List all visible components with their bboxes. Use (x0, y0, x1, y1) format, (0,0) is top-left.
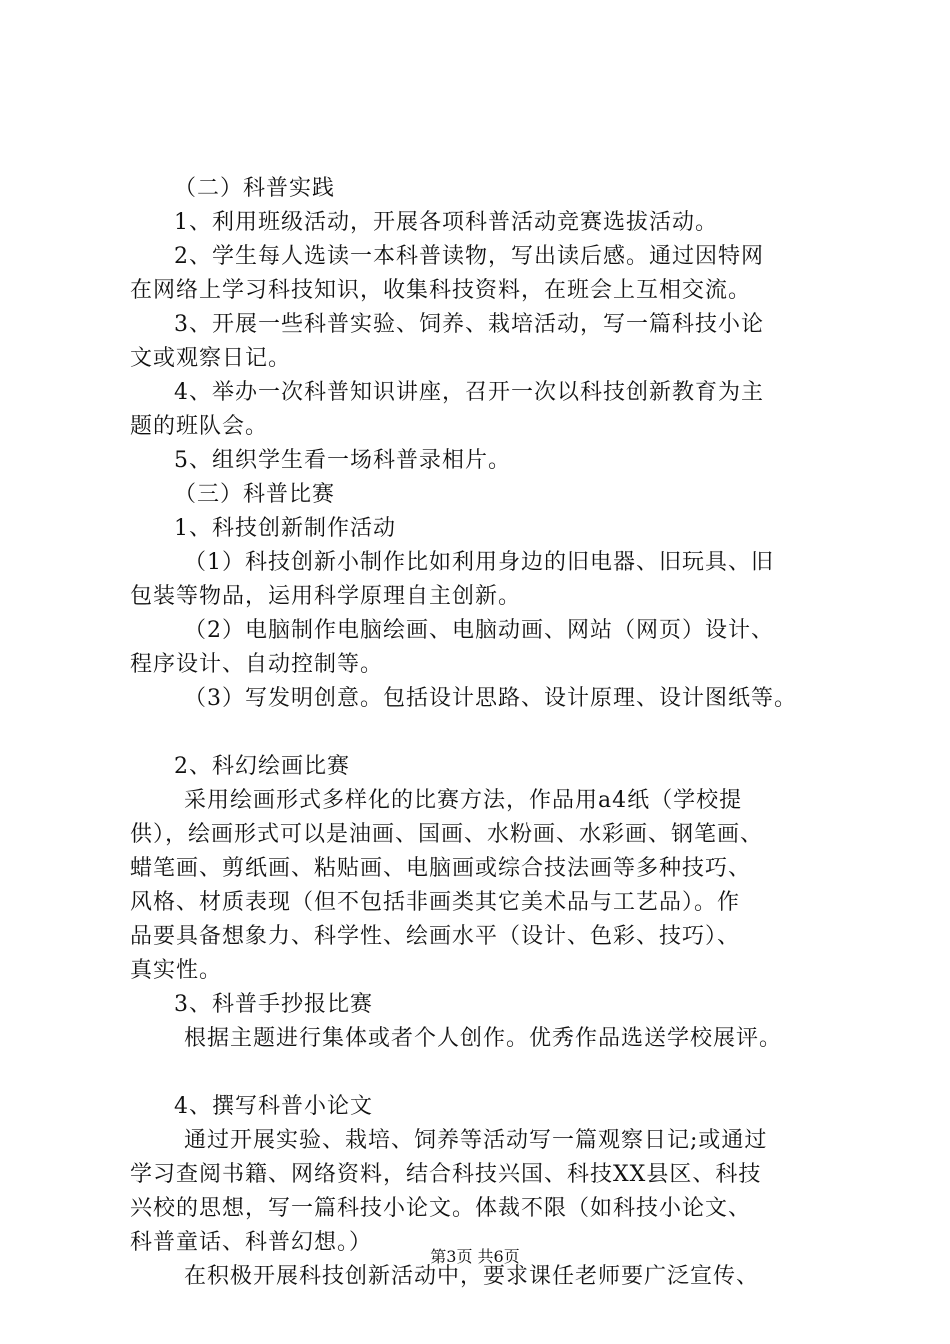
paragraph-line: 1、科技创新制作活动 (174, 516, 396, 541)
paragraph-line: 通过开展实验、栽培、饲养等活动写一篇观察日记;或通过 (184, 1128, 768, 1153)
paragraph-line: 风格、材质表现（但不包括非画类其它美术品与工艺品）。作 (130, 890, 741, 915)
paragraph-line: 根据主题进行集体或者个人创作。优秀作品选送学校展评。 (184, 1026, 783, 1051)
paragraph-line: 在网络上学习科技知识，收集科技资料，在班会上互相交流。 (130, 278, 752, 303)
paragraph-line: 3、开展一些科普实验、饲养、栽培活动，写一篇科技小论 (174, 312, 764, 337)
paragraph-line: 程序设计、自动控制等。 (130, 652, 384, 677)
paragraph-line: 包装等物品，运用科学原理自主创新。 (130, 584, 522, 609)
paragraph-line: 4、撰写科普小论文 (174, 1094, 373, 1119)
paragraph-line: 学习查阅书籍、网络资料，结合科技兴国、科技XX县区、科技 (130, 1162, 762, 1187)
paragraph-line: 蜡笔画、剪纸画、粘贴画、电脑画或综合技法画等多种技巧、 (130, 856, 752, 881)
paragraph-line: （三）科普比赛 (174, 482, 336, 507)
paragraph-line: 科普童话、科普幻想。） (130, 1230, 373, 1255)
paragraph-line: 3、科普手抄报比赛 (174, 992, 373, 1017)
paragraph-line: 品要具备想象力、科学性、绘画水平（设计、色彩、技巧）、 (130, 924, 741, 949)
paragraph-line: 供），绘画形式可以是油画、国画、水粉画、水彩画、钢笔画、 (130, 822, 764, 847)
paragraph-line: 采用绘画形式多样化的比赛方法，作品用a4纸（学校提 (184, 788, 743, 813)
paragraph-line: 5、组织学生看一场科普录相片。 (174, 448, 511, 473)
paragraph-line: 兴校的思想，写一篇科技小论文。体裁不限（如科技小论文、 (130, 1196, 752, 1221)
paragraph-line: （3）写发明创意。包括设计思路、设计原理、设计图纸等。 (184, 686, 797, 711)
paragraph-line: （二）科普实践 (174, 176, 336, 201)
paragraph-line: 4、举办一次科普知识讲座，召开一次以科技创新教育为主 (174, 380, 764, 405)
blank-line (130, 716, 850, 750)
paragraph-line: 1、利用班级活动，开展各项科普活动竞赛选拔活动。 (174, 210, 718, 235)
paragraph-line: （1）科技创新小制作比如利用身边的旧电器、旧玩具、旧 (184, 550, 774, 575)
paragraph-line: 2、科幻绘画比赛 (174, 754, 350, 779)
paragraph-line: 2、学生每人选读一本科普读物，写出读后感。通过因特网 (174, 244, 764, 269)
paragraph-line: 文或观察日记。 (130, 346, 292, 371)
paragraph-line: 真实性。 (130, 958, 223, 983)
paragraph-line: 在积极开展科技创新活动中，要求课任老师要广泛宣传、 (184, 1264, 760, 1289)
document-body (130, 172, 850, 1294)
page-footer: 第3页 共6页 (430, 1247, 520, 1266)
paragraph-line: 题的班队会。 (130, 414, 269, 439)
blank-line (130, 1056, 850, 1090)
paragraph-line: （2）电脑制作电脑绘画、电脑动画、网站（网页）设计、 (184, 618, 774, 643)
